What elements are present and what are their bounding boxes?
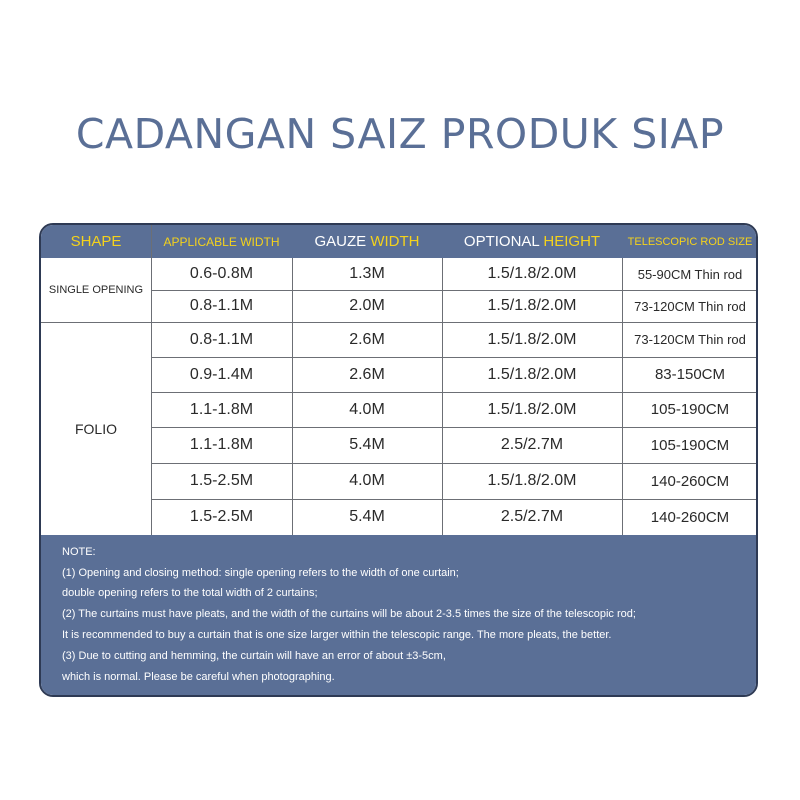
note-line: (2) The curtains must have pleats, and the width of the curtains will be about 2-3.5 times the size of the telescopic rod; (62, 608, 636, 620)
group-single-opening: SINGLE OPENING (48, 284, 144, 296)
header-optional-height-part1: OPTIONAL (463, 233, 544, 250)
header-gauze-width (292, 225, 442, 258)
header-optional-height-part2: HEIGHT (543, 233, 601, 250)
note-line: which is normal. Please be careful when photographing. (62, 671, 335, 683)
cell-rod-size: 73-120CM Thin rod (634, 298, 746, 314)
cell-rod-size: 73-120CM Thin rod (634, 332, 746, 347)
cell-optional-height: 1.5/1.8/2.0M (487, 365, 577, 383)
cell-optional-height: 1.5/1.8/2.0M (487, 265, 577, 282)
cell-gauze-width: 1.3M (349, 265, 385, 282)
cell-gauze-width: 5.4M (349, 436, 385, 453)
cell-applicable-width: 0.8-1.1M (189, 330, 254, 348)
cell-applicable-width: 0.9-1.4M (189, 365, 254, 383)
header-rod-size: TELESCOPIC ROD SIZE (627, 235, 753, 248)
cell-rod-size: 83-150CM (654, 366, 726, 383)
cell-optional-height: 1.5/1.8/2.0M (487, 297, 577, 314)
cell-gauze-width: 2.6M (349, 365, 385, 383)
header-shape: SHAPE (70, 233, 122, 250)
cell-optional-height: 1.5/1.8/2.0M (487, 400, 577, 418)
cell-rod-size: 140-260CM (650, 508, 730, 526)
cell-applicable-width: 0.6-0.8M (189, 265, 254, 282)
cell-applicable-width: 1.1-1.8M (189, 400, 254, 418)
note-line: (1) Opening and closing method: single opening refers to the width of one curtain; (62, 567, 459, 579)
cell-rod-size: 140-260CM (650, 472, 730, 490)
note-heading: NOTE: (62, 546, 96, 558)
cell-applicable-width: 1.5-2.5M (189, 472, 254, 489)
cell-optional-height: 1.5/1.8/2.0M (487, 472, 577, 489)
cell-optional-height: 2.5/2.7M (500, 436, 564, 453)
note-line: It is recommended to buy a curtain that is one size larger within the telescopic range. The more pleats, the better. (62, 629, 612, 641)
cell-applicable-width: 1.1-1.8M (189, 436, 254, 453)
cell-rod-size: 55-90CM Thin rod (637, 266, 743, 282)
cell-optional-height: 1.5/1.8/2.0M (487, 330, 577, 348)
cell-gauze-width: 5.4M (349, 508, 385, 525)
note-line: double opening refers to the total width of 2 curtains; (62, 587, 318, 599)
cell-applicable-width: 1.5-2.5M (189, 508, 254, 525)
cell-gauze-width: 4.0M (349, 472, 385, 489)
table-header (41, 225, 756, 258)
page-title: CADANGAN SAIZ PRODUK SIAP (75, 110, 725, 158)
cell-rod-size: 105-190CM (650, 401, 730, 418)
header-gauze-width-part1: GAUZE (314, 233, 371, 250)
size-table-card (39, 223, 758, 697)
header-gauze-width-part2: WIDTH (370, 233, 420, 250)
header-optional-height (442, 225, 622, 258)
notes-panel (41, 535, 756, 697)
group-folio: FOLIO (74, 420, 117, 437)
cell-optional-height: 2.5/2.7M (500, 508, 564, 525)
note-line: (3) Due to cutting and hemming, the curtain will have an error of about ±3-5cm, (62, 650, 446, 662)
cell-gauze-width: 4.0M (349, 400, 385, 418)
cell-gauze-width: 2.6M (349, 330, 385, 348)
header-applicable-width: APPLICABLE WIDTH (163, 234, 280, 249)
cell-applicable-width: 0.8-1.1M (189, 297, 254, 314)
cell-rod-size: 105-190CM (650, 436, 730, 454)
cell-gauze-width: 2.0M (349, 297, 385, 314)
